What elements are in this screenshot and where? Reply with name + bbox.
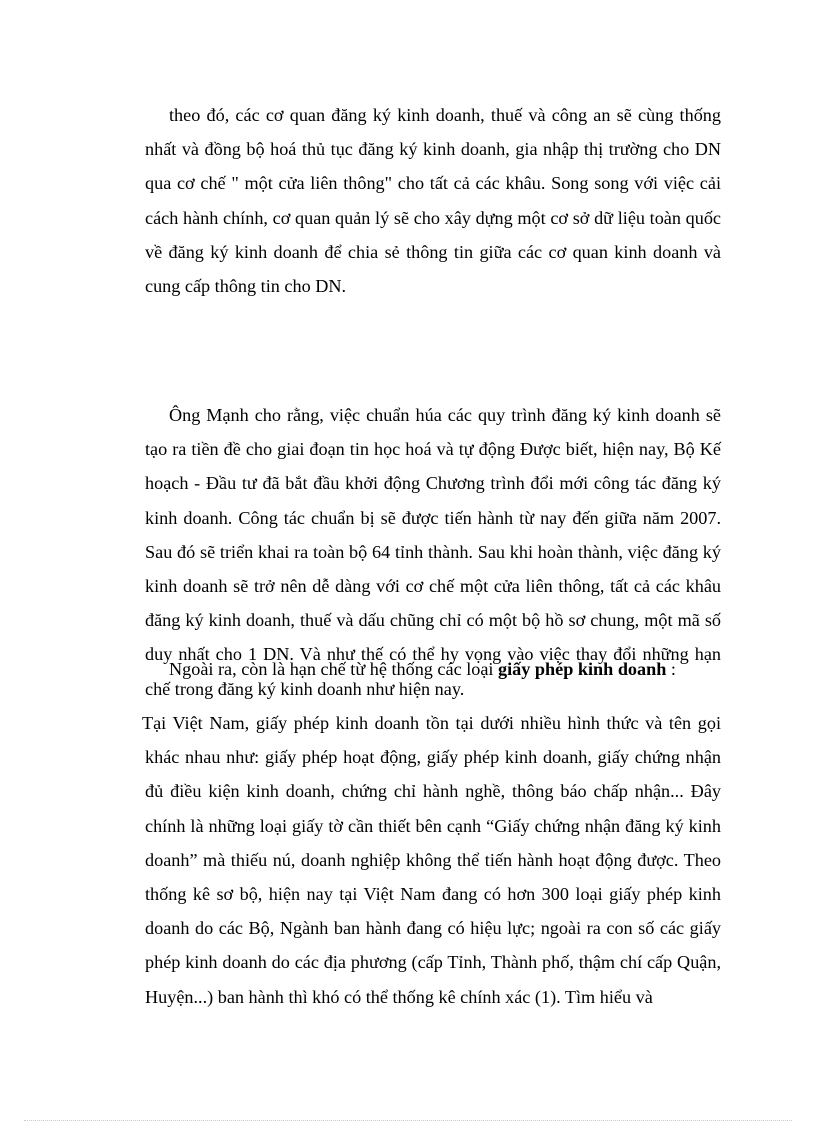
paragraph-3-suffix: :: [666, 659, 676, 679]
paragraph-3: [145, 652, 721, 686]
paragraph-1: theo đó, các cơ quan đăng ký kinh doanh, thuế và công an sẽ cùng thống nhất và đồng bộ hoá thủ tục đăng ký kinh doanh, gia nhập thị trường cho DN qua cơ chế " một cửa liên thông" cho tất cả các khâu. Song song với việc cải cách hành chính, cơ quan quản lý sẽ cho xây dựng một cơ sở dữ liệu toàn quốc về đăng ký kinh doanh để chia sẻ thông tin giữa các cơ quan kinh doanh và cung cấp thông tin cho DN.: [145, 105, 721, 297]
paragraph-2: Ông Mạnh cho rằng, việc chuẩn húa các quy trình đăng ký kinh doanh sẽ tạo ra tiền đề cho giai đoạn tin học hoá và tự động Được biết, hiện nay, Bộ Kế hoạch - Đầu tư đã bắt đầu khởi động Chương trình đổi mới công tác đăng ký kinh doanh. Công tác chuẩn bị sẽ được tiến hành từ nay đến giữa năm 2007. Sau đó sẽ triển khai ra toàn bộ 64 tỉnh thành. Sau khi hoàn thành, việc đăng ký kinh doanh sẽ trở nên dễ dàng với cơ chế một cửa liên thông, tất cả các khâu đăng ký kinh doanh, thuế và dấu chũng chỉ có một bộ hồ sơ chung, một mã số duy nhất cho 1 DN. Và như thế có thể hy vọng vào việc thay đổi những hạn chế trong đăng ký kinh doanh như hiện nay.: [145, 405, 721, 699]
page-bottom-divider: [24, 1120, 792, 1121]
paragraph-4-text: Tại Việt Nam, giấy phép kinh doanh tồn tại dưới nhiều hình thức và tên gọi khác nhau như: giấy phép hoạt động, giấy phép kinh doanh, giấy chứng nhận đủ điều kiện kinh doanh, chứng chỉ hành nghề, thông báo chấp nhận... Đây chính là những loại giấy tờ cần thiết bên cạnh “Giấy chứng nhận đăng ký kinh doanh” mà thiếu nú, doanh nghiệp không thể tiến hành hoạt động được. Theo thống kê sơ bộ, hiện nay tại Việt Nam đang có hơn 300 loại giấy phép kinh doanh do các Bộ, Ngành ban hành đang có hiệu lực; ngoài ra con số các giấy phép kinh doanh do các địa phương (cấp Tỉnh, Thành phố, thậm chí cấp Quận, Huyện...) ban hành thì khó có thể thống kê chính xác (1). Tìm hiểu và: [142, 713, 721, 1007]
paragraph-3-prefix: Ngoài ra, còn là hạn chế từ hệ thống các loại: [169, 659, 499, 679]
paragraph-4: [142, 706, 721, 1014]
business-license-term: giấy phép kinh doanh: [498, 659, 667, 679]
